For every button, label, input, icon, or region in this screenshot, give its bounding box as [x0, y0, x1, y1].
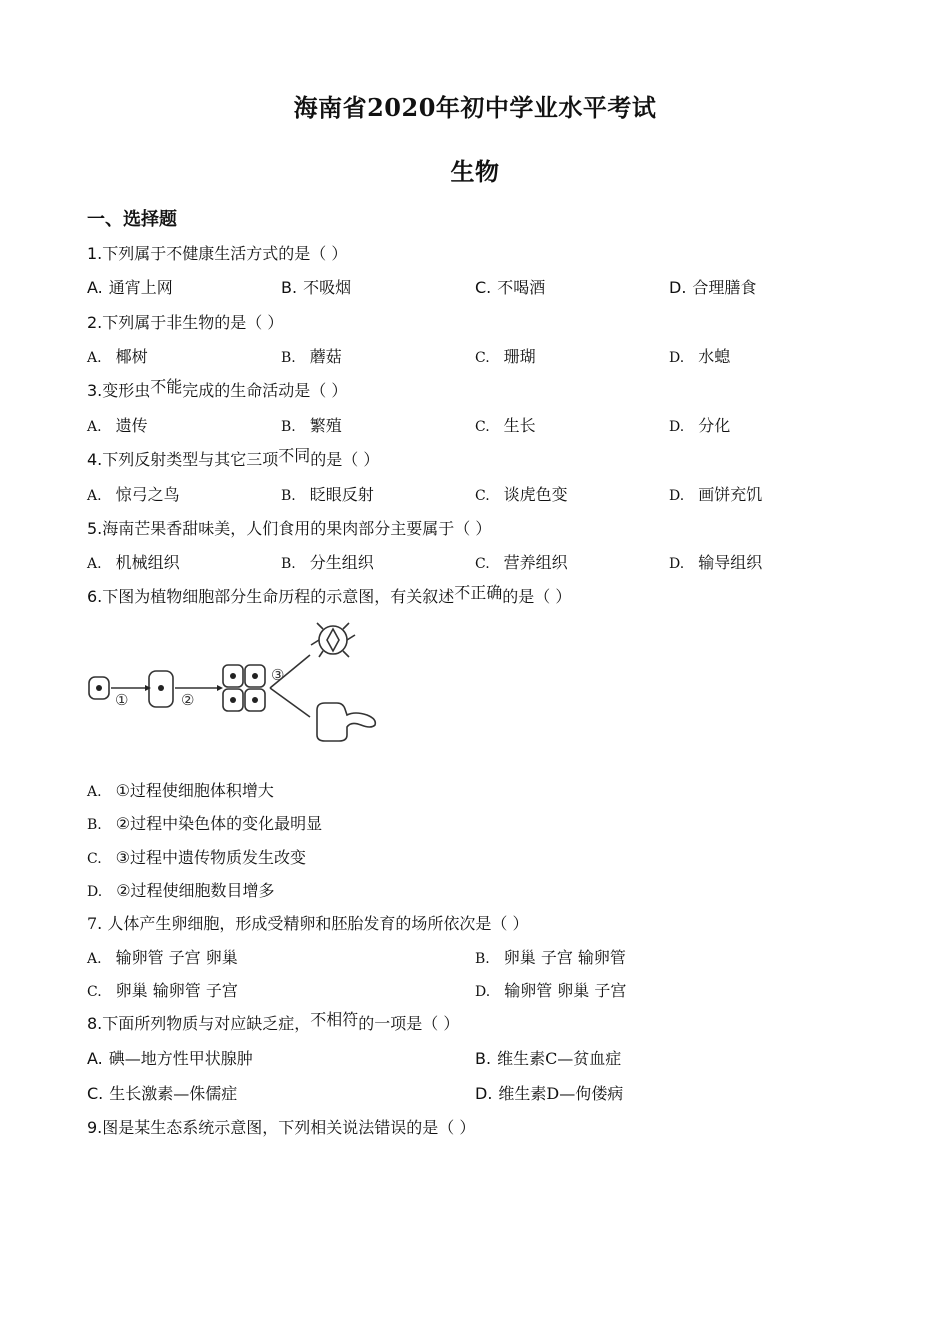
question-4: 4.下列反射类型与其它三项不同的是（ ） — [87, 446, 380, 469]
q8-option-c: C. 生长激素—侏儒症 — [87, 1084, 238, 1103]
subject-title: 生物 — [450, 157, 500, 186]
divided-cells — [223, 665, 265, 711]
question-7: 7. 人体产生卵细胞，形成受精卵和胚胎发育的场所依次是（ ） — [87, 914, 529, 933]
q5-option-d: D. 输导组织 — [669, 553, 763, 572]
q6-option-d: D. ②过程使细胞数目增多 — [87, 881, 275, 900]
question-3: 3.变形虫不能完成的生命活动是（ ） — [87, 377, 348, 400]
section-heading: 一、选择题 — [87, 209, 177, 230]
q4-option-c: C. 谈虎色变 — [475, 485, 568, 504]
q3-option-d: D. 分化 — [669, 416, 731, 435]
q6-option-a: A. ①过程使细胞体积增大 — [87, 781, 274, 800]
question-8: 8.下面所列物质与对应缺乏症，不相符的一项是（ ） — [87, 1010, 460, 1033]
question-2: 2.下列属于非生物的是（ ） — [87, 313, 284, 332]
q3-option-a: A. 遗传 — [87, 416, 148, 435]
step-label-2: ② — [181, 691, 195, 709]
q2-option-a: A. 椰树 — [87, 347, 148, 366]
q6-option-b: B. ②过程中染色体的变化最明显 — [87, 814, 323, 833]
q8-option-b: B. 维生素C—贫血症 — [475, 1049, 622, 1068]
q2-option-c: C. 珊瑚 — [475, 347, 536, 366]
step-label-3: ③ — [271, 666, 285, 684]
q8-option-a: A. 碘—地方性甲状腺肿 — [87, 1049, 253, 1068]
q6-option-c: C. ③过程中遗传物质发生改变 — [87, 848, 307, 867]
q3-option-c: C. 生长 — [475, 416, 536, 435]
question-6: 6.下图为植物细胞部分生命历程的示意图，有关叙述不正确的是（ ） — [87, 583, 572, 606]
q4-option-b: B. 眨眼反射 — [281, 485, 374, 504]
step-label-1: ① — [115, 691, 129, 709]
exam-title: 海南省2020年初中学业水平考试 — [293, 93, 657, 122]
question-1: 1.下列属于不健康生活方式的是（ ） — [87, 244, 348, 263]
q3-option-b: B. 繁殖 — [281, 416, 342, 435]
q7-option-d: D. 输卵管 卵巢 子宫 — [475, 981, 627, 1000]
q5-option-b: B. 分生组织 — [281, 553, 374, 572]
q5-option-a: A. 机械组织 — [87, 553, 180, 572]
q7-option-a: A. 输卵管 子宫 卵巢 — [87, 948, 238, 967]
question-9: 9.图是某生态系统示意图，下列相关说法错误的是（ ） — [87, 1118, 476, 1137]
q1-option-b: B. 不吸烟 — [281, 278, 352, 297]
arrow-step-3-down — [270, 688, 310, 717]
q7-option-b: B. 卵巢 子宫 输卵管 — [475, 948, 626, 967]
q2-option-d: D. 水螅 — [669, 347, 731, 366]
specialized-cell-top — [311, 623, 355, 657]
specialized-cell-bottom — [317, 703, 375, 741]
q7-option-c: C. 卵巢 输卵管 子宫 — [87, 981, 238, 1000]
cell-process-diagram — [85, 615, 385, 750]
q8-option-d: D. 维生素D—佝偻病 — [475, 1084, 624, 1103]
q1-option-a: A. 通宵上网 — [87, 278, 173, 297]
q5-option-c: C. 营养组织 — [475, 553, 568, 572]
q1-option-c: C. 不喝酒 — [475, 278, 546, 297]
q4-option-d: D. 画饼充饥 — [669, 485, 763, 504]
q4-option-a: A. 惊弓之鸟 — [87, 485, 180, 504]
question-5: 5.海南芒果香甜味美，人们食用的果肉部分主要属于（ ） — [87, 519, 492, 538]
q2-option-b: B. 蘑菇 — [281, 347, 342, 366]
q1-option-d: D. 合理膳食 — [669, 278, 757, 297]
